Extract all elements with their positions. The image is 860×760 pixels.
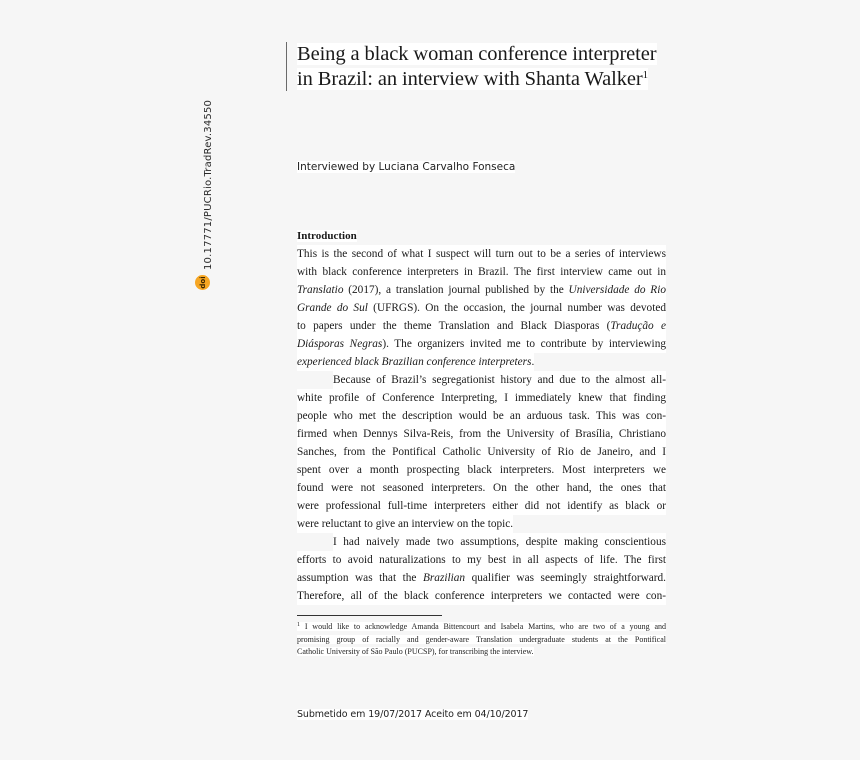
submission-dates: Submetido em 19/07/2017 Aceito em 04/10/2017: [297, 709, 529, 720]
paragraph-2-line: spent over a month prospecting black interpreters. Most interpreters we: [297, 461, 666, 479]
italic-term: Universidade do Rio: [568, 284, 666, 296]
title-line-1: Being a black woman conference interpreter: [297, 43, 657, 65]
title-line-2: in Brazil: an interview with Shanta Walker$^1$: [297, 68, 648, 90]
paragraph-3-line: I had naively made two assumptions, despite making conscientious: [297, 533, 666, 551]
paragraph-2-line: were reluctant to give an interview on the topic.: [297, 515, 666, 533]
italic-term: Brazilian: [423, 572, 466, 584]
paragraph-2-line: found were not seasoned interpreters. On the other hand, the ones that: [297, 479, 666, 497]
paragraph-2-line: white profile of Conference Interpreting, I immediately knew that finding: [297, 389, 666, 407]
paragraph-2-line: Because of Brazil’s segregationist history and due to the almost all-: [297, 371, 666, 389]
paragraph-1-line: Translatio (2017), a translation journal published by the Universidade do Rio: [297, 281, 666, 299]
italic-term: Translatio: [297, 284, 344, 296]
italic-term: Diásporas Negras: [297, 338, 383, 350]
paragraph-1-line: Diásporas Negras). The organizers invited me to contribute by interviewing: [297, 335, 666, 353]
footnote: [297, 621, 666, 659]
title-footnote-marker[interactable]: 1: [642, 69, 648, 81]
paragraph-1-line: to papers under the theme Translation and Black Diasporas (Tradução e: [297, 317, 666, 335]
italic-term: Grande do Sul: [297, 302, 368, 314]
paragraph-1-line: Grande do Sul (UFRGS). On the occasion, the journal number was devoted: [297, 299, 666, 317]
footnote-line: promising group of racially and gender-aware Translation undergraduate students at the Pontifical: [297, 634, 666, 644]
paragraph-3-line: assumption was that the Brazilian qualifier was seemingly straightforward.: [297, 569, 666, 587]
footnote-line: Catholic University of São Paulo (PUCSP), for transcribing the interview.: [297, 647, 534, 656]
paragraph-1-line: experienced black Brazilian conference interpreters.: [297, 353, 666, 371]
footnote-line: $^1$ I would like to acknowledge Amanda Bittencourt and Isabela Martins, who are two of a young and: [297, 622, 666, 631]
paragraph-3-line: efforts to avoid naturalizations to my best in all aspects of life. The first: [297, 551, 666, 569]
paragraph-2-line: people who met the description would be an arduous task. This was con-: [297, 407, 666, 425]
doi-sidebar: [195, 99, 214, 293]
paragraph-1-line: with black conference interpreters in Brazil. The first interview came out in: [297, 263, 666, 281]
paragraph-2-line: Sanches, from the Pontifical Catholic University of Rio de Janeiro, and I: [297, 443, 666, 461]
section-heading: Introduction: [297, 230, 357, 242]
paragraph-3-line: Therefore, all of the black conference interpreters we contacted were con-: [297, 587, 666, 605]
paragraph-2-line: were professional full-time interpreters either did not identify as black or: [297, 497, 666, 515]
italic-term: experienced black Brazilian conference interpreters: [297, 356, 532, 368]
paragraph-1-line: This is the second of what I suspect will turn out to be a series of interviews: [297, 245, 666, 263]
doi-icon[interactable]: doi: [195, 275, 210, 290]
doi-link[interactable]: 10.17771/PUCRio.TradRev.34550: [203, 99, 214, 270]
byline: Interviewed by Luciana Carvalho Fonseca: [297, 161, 516, 173]
footnote-divider: [297, 615, 442, 616]
paragraph-2-line: firmed when Dennys Silva-Reis, from the University of Brasília, Christiano: [297, 425, 666, 443]
article-body: [297, 245, 666, 605]
article-title: [286, 42, 657, 91]
footnote-marker: 1: [297, 622, 300, 628]
italic-term: Tradução e: [610, 320, 666, 332]
